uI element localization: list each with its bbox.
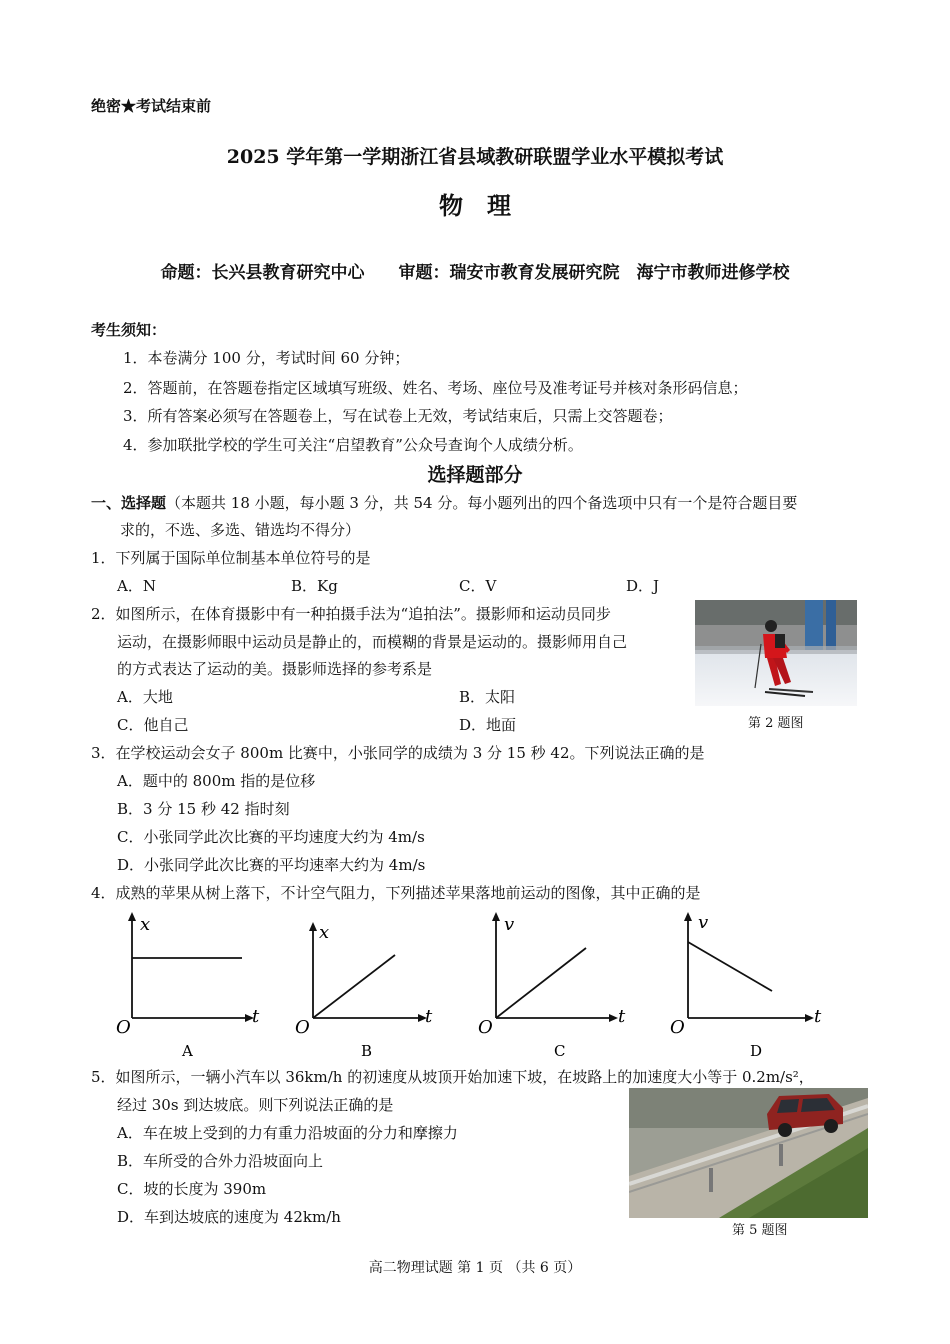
graph-b xyxy=(293,910,453,1060)
q3-option-d: D．小张同学此次比赛的平均速率大约为 4m/s xyxy=(117,856,426,874)
subject-title: 物 理 xyxy=(439,191,511,220)
q1-stem: 1．下列属于国际单位制基本单位符号的是 xyxy=(91,549,371,567)
graph-a-y-label: x xyxy=(140,914,151,935)
graph-a xyxy=(112,910,272,1060)
q5-option-a: A．车在坡上受到的力有重力沿坡面的分力和摩擦力 xyxy=(117,1124,458,1142)
section-title: 选择题部分 xyxy=(427,464,523,486)
exam-title: 2025 学年第一学期浙江省县域教研联盟学业水平模拟考试 xyxy=(226,146,724,168)
graph-a-label: A xyxy=(182,1042,193,1060)
q2-caption: 第 2 题图 xyxy=(748,716,804,731)
q3-stem: 3．在学校运动会女子 800m 比赛中，小张同学的成绩为 3 分 15 秒 42。下列说法正确的是 xyxy=(91,744,705,762)
notice-item-4: 4．参加联批学校的学生可关注“启望教育”公众号查询个人成绩分析。 xyxy=(123,436,583,454)
graph-d-origin: O xyxy=(670,1017,685,1038)
authors-line: 命题：长兴县教育研究中心 审题：瑞安市教育发展研究院 海宁市教师进修学校 xyxy=(160,263,790,283)
graph-b-origin: O xyxy=(295,1017,310,1038)
graph-d-label: D xyxy=(750,1042,763,1060)
q2-option-c: C．他自己 xyxy=(117,716,189,734)
q2-line-1: 2．如图所示，在体育摄影中有一种拍摄手法为“追拍法”。摄影师和运动员同步 xyxy=(91,605,611,623)
graph-b-y-label: x xyxy=(319,922,330,943)
graph-b-x-label: t xyxy=(425,1006,433,1027)
q2-line-2: 运动，在摄影师眼中运动员是静止的，而模糊的背景是运动的。摄影师用自己 xyxy=(117,633,628,651)
q3-option-b: B．3 分 15 秒 42 指时刻 xyxy=(117,800,290,818)
graph-c-y-label: v xyxy=(504,914,515,935)
part1-label: 一、选择题 xyxy=(91,494,167,512)
q4-stem: 4．成熟的苹果从树上落下，不计空气阻力，下列描述苹果落地前运动的图像，其中正确的是 xyxy=(91,884,701,902)
graph-c-x-label: t xyxy=(618,1006,626,1027)
graph-c xyxy=(476,910,636,1060)
part1-header xyxy=(91,489,797,517)
graph-a-origin: O xyxy=(116,1017,131,1038)
graph-d-y-label: v xyxy=(698,912,709,933)
secrecy-label: 绝密★考试结束前 xyxy=(91,97,212,115)
q5-option-d: D．车到达坡底的速度为 42km/h xyxy=(117,1208,341,1226)
q3-option-c: C．小张同学此次比赛的平均速度大约为 4m/s xyxy=(117,828,425,846)
q2-option-d: D．地面 xyxy=(459,716,517,734)
q2-line-3: 的方式表达了运动的美。摄影师选择的参考系是 xyxy=(117,660,433,678)
graph-b-label: B xyxy=(361,1042,373,1060)
q1-option-d: D．J xyxy=(626,577,660,595)
graph-c-label: C xyxy=(554,1042,566,1060)
q2-option-a: A．大地 xyxy=(117,688,173,706)
graph-c-origin: O xyxy=(478,1017,493,1038)
q1-option-a: A．N xyxy=(117,577,156,595)
part1-desc: （本题共 18 小题，每小题 3 分，共 54 分。每小题列出的四个备选项中只有一个是符合题目要 xyxy=(166,494,798,512)
graph-a-x-label: t xyxy=(252,1006,260,1027)
car-slope-photo xyxy=(629,1088,868,1218)
notice-item-1: 1．本卷满分 100 分，考试时间 60 分钟； xyxy=(123,349,410,367)
q5-caption: 第 5 题图 xyxy=(732,1223,788,1238)
graph-d xyxy=(668,910,838,1060)
q5-line-2: 经过 30s 到达坡底。则下列说法正确的是 xyxy=(117,1096,394,1114)
page-footer: 高二物理试题 第 1 页 （共 6 页） xyxy=(368,1260,582,1276)
notice-item-2: 2．答题前，在答题卷指定区域填写班级、姓名、考场、座位号及准考证号并核对条形码信息； xyxy=(123,379,748,397)
q1-option-c: C．V xyxy=(459,577,497,595)
part1-desc-cont: 求的，不选、多选、错选均不得分） xyxy=(120,521,361,539)
graph-c-line xyxy=(496,948,586,1018)
graph-d-x-label: t xyxy=(814,1006,822,1027)
graph-d-line xyxy=(688,942,772,991)
skier-photo xyxy=(695,600,857,706)
notice-title: 考生须知： xyxy=(91,321,167,339)
graph-b-line xyxy=(313,955,395,1018)
q5-option-c: C．坡的长度为 390m xyxy=(117,1180,267,1198)
q2-option-b: B．太阳 xyxy=(459,688,516,706)
q5-line-1: 5．如图所示，一辆小汽车以 36km/h 的初速度从坡顶开始加速下坡，在坡路上的加速度大小等于 0.2m/s²， xyxy=(91,1068,814,1086)
q1-option-b: B．Kg xyxy=(291,577,338,595)
q3-option-a: A．题中的 800m 指的是位移 xyxy=(117,772,316,790)
notice-item-3: 3．所有答案必须写在答题卷上，写在试卷上无效，考试结束后，只需上交答题卷； xyxy=(123,407,673,425)
q5-option-b: B．车所受的合外力沿坡面向上 xyxy=(117,1152,324,1170)
